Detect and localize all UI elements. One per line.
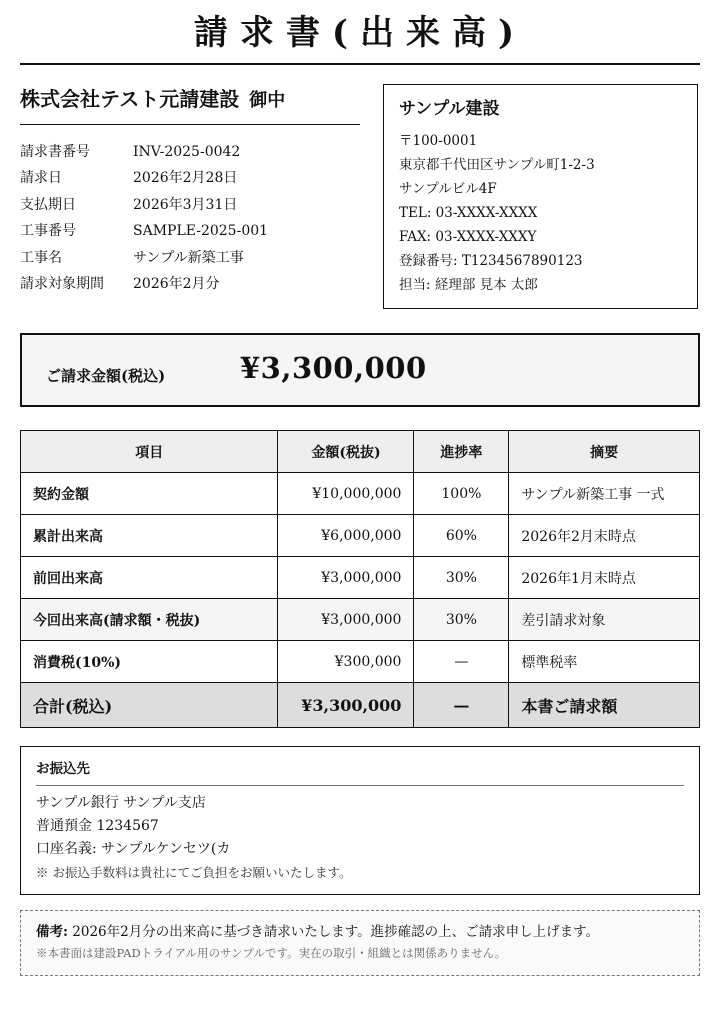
issuer-box [383,84,698,309]
cell-item: 消費税(10%) [21,641,278,683]
table-row-total [21,683,700,728]
table-header-row [21,431,700,473]
meta-label: 支払期日 [20,196,76,213]
cell-remarks: 標準税率 [509,641,700,683]
meta-value: 2026年2月28日 [133,170,238,187]
meta-row-due-date [20,192,360,218]
column-header-progress: 進捗率 [414,431,509,473]
sample-disclaimer: ※本書面は建設PADトライアル用のサンプルです。実在の取引・組織とは関係ありません。 [36,946,507,960]
table-row [21,473,700,515]
bank-transfer-box [20,746,700,895]
cell-amount: ¥10,000,000 [278,473,414,515]
issuer-postal-code: 〒100-0001 [399,133,478,149]
bank-account-number: 普通預金 1234567 [36,818,159,834]
cell-item: 累計出来高 [21,515,278,557]
meta-row-invoice-number [20,139,360,165]
issuer-tel: TEL: 03-XXXX-XXXX [399,205,538,221]
cell-amount: ¥6,000,000 [278,515,414,557]
meta-row-project-name [20,245,360,271]
title-divider [20,63,700,65]
remarks-line [36,921,684,943]
issuer-building: サンプルビル4F [399,181,497,197]
meta-value: 2026年3月31日 [133,196,238,213]
cell-amount: ¥300,000 [278,641,414,683]
document-title: 請求書(出来高) [193,13,527,53]
column-header-item: 項目 [21,431,278,473]
meta-row-project-number [20,218,360,244]
meta-label: 工事番号 [20,223,76,240]
cell-item: 前回出来高 [21,557,278,599]
table-row [21,557,700,599]
line-items-table [20,430,700,728]
column-header-remarks: 摘要 [509,431,700,473]
issuer-name: サンプル建設 [399,99,500,119]
remarks-box [20,910,700,976]
cell-remarks: 本書ご請求額 [509,683,700,728]
cell-progress: 30% [414,557,509,599]
cell-progress: — [414,641,509,683]
meta-value: INV-2025-0042 [133,144,241,160]
issuer-registration-number: 登録番号: T1234567890123 [399,253,583,269]
meta-row-billing-period [20,271,360,297]
issuer-address: 東京都千代田区サンプル町1-2-3 [399,157,595,173]
cell-item: 合計(税込) [21,683,278,728]
recipient-honorific: 御中 [249,90,286,111]
recipient-name: 株式会社テスト元請建設 [20,87,240,111]
meta-row-invoice-date [20,165,360,191]
table-row [21,515,700,557]
issuer-fax: FAX: 03-XXXX-XXXY [399,229,537,245]
meta-value: サンプル新築工事 [133,249,244,266]
cell-progress: 30% [414,599,509,641]
table-row [21,641,700,683]
meta-value: 2026年2月分 [133,275,220,292]
cell-progress: 100% [414,473,509,515]
cell-amount: ¥3,000,000 [278,557,414,599]
cell-remarks: 2026年2月末時点 [509,515,700,557]
cell-remarks: 差引請求対象 [509,599,700,641]
cell-progress: 60% [414,515,509,557]
cell-amount: ¥3,300,000 [278,683,414,728]
total-amount-label: ご請求金額(税込) [46,367,166,385]
column-header-amount: 金額(税抜) [278,431,414,473]
bank-heading: お振込先 [36,759,684,786]
meta-label: 請求対象期間 [20,275,104,292]
cell-amount: ¥3,000,000 [278,599,414,641]
bank-fee-note: ※ お振込手数料は貴社にてご負担をお願いいたします。 [36,865,352,880]
remarks-text: 2026年2月分の出来高に基づき請求いたします。進捗確認の上、ご請求申し上げます。 [72,924,600,940]
total-amount-value: ¥3,300,000 [240,351,427,385]
cell-item: 今回出来高(請求額・税抜) [21,599,278,641]
meta-label: 工事名 [20,249,62,266]
bank-branch: サンプル銀行 サンプル支店 [36,795,206,811]
cell-item: 契約金額 [21,473,278,515]
meta-label: 請求日 [20,170,62,187]
remarks-label: 備考: [36,924,68,940]
invoice-meta [20,139,360,297]
cell-remarks: サンプル新築工事 一式 [509,473,700,515]
table-row-current-billing [21,599,700,641]
cell-progress: — [414,683,509,728]
issuer-contact: 担当: 経理部 見本 太郎 [399,277,538,293]
meta-label: 請求書番号 [20,144,90,160]
recipient [20,86,360,125]
bank-account-holder: 口座名義: サンプルケンセツ(カ [36,841,231,857]
cell-remarks: 2026年1月末時点 [509,557,700,599]
meta-value: SAMPLE-2025-001 [133,223,269,240]
total-amount-box [20,333,700,407]
